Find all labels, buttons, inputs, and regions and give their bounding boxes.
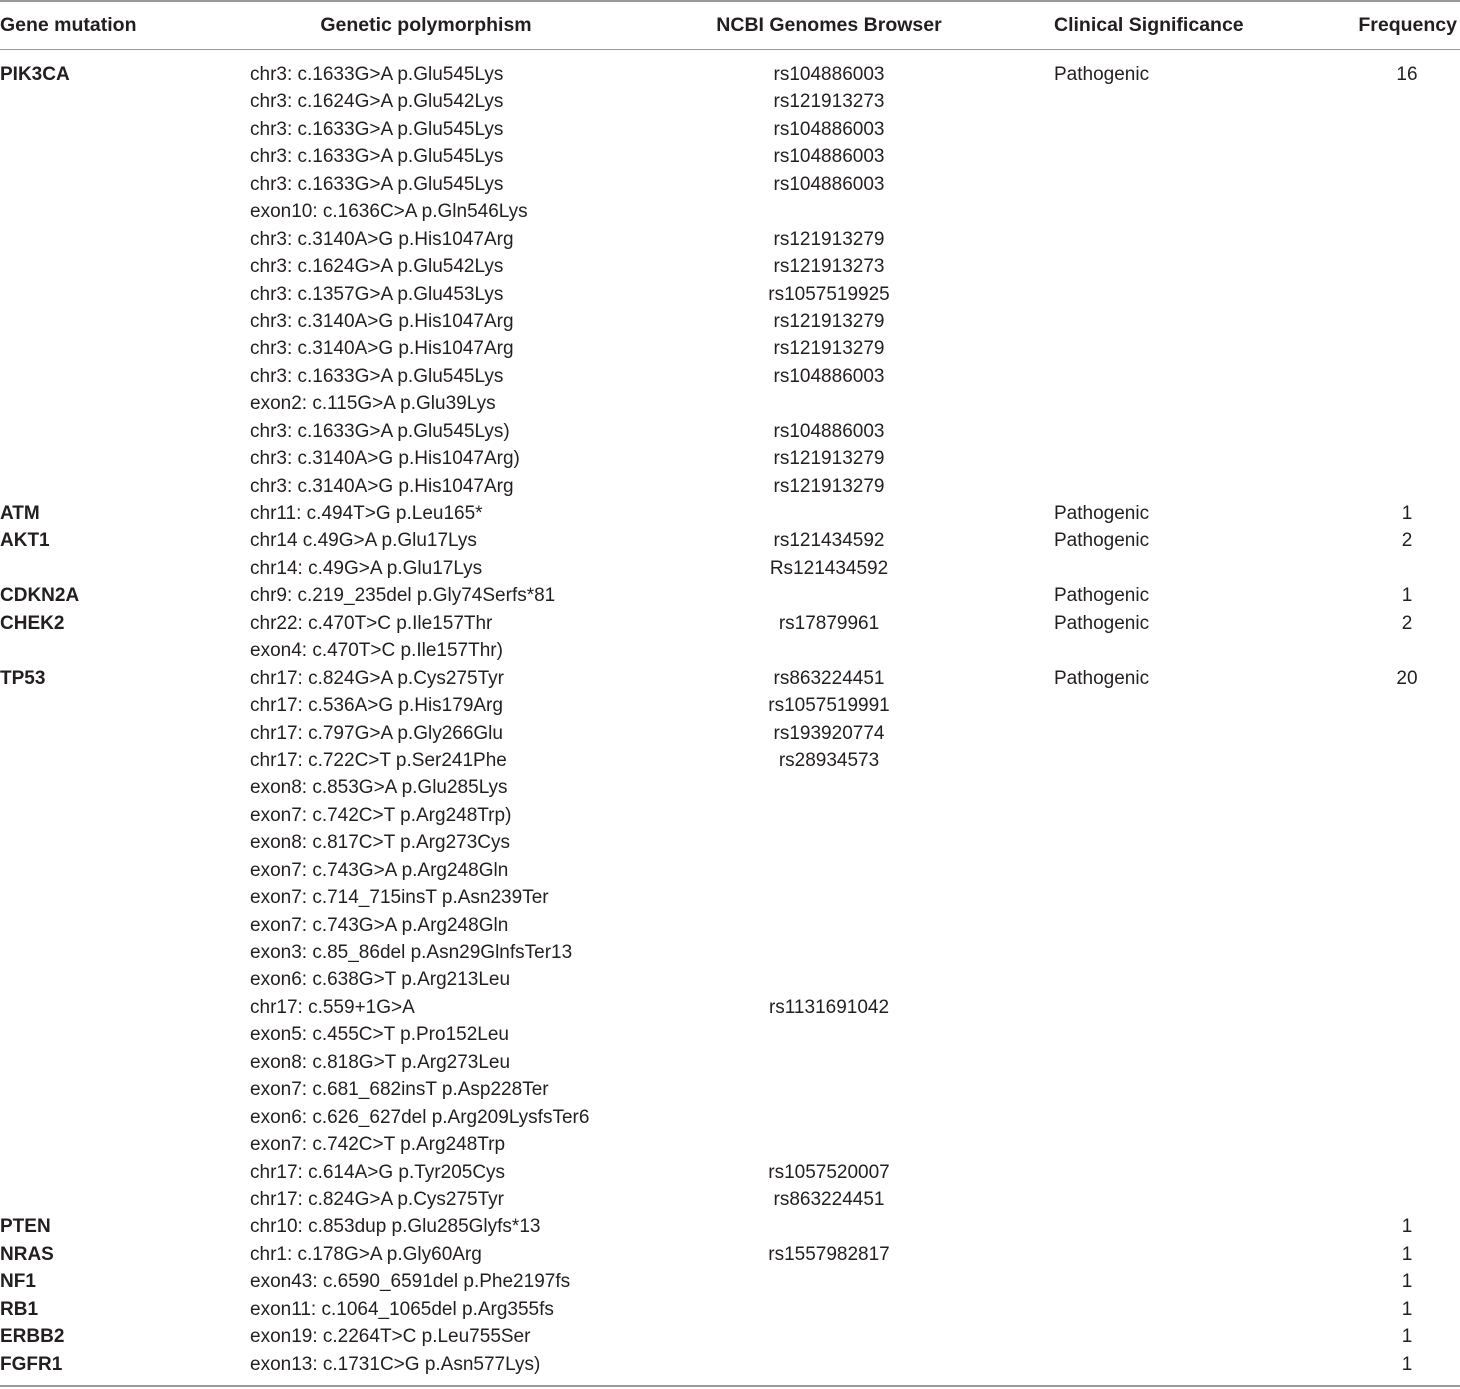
table-header-rule [0, 49, 1460, 50]
ncbi-id-cell: rs121913273 [773, 256, 885, 278]
genetic-polymorphism-cell: exon4: c.470T>C p.Ile157Thr) [250, 640, 503, 662]
table-row [0, 1213, 1460, 1240]
gene-mutation-cell: PIK3CA [0, 64, 70, 85]
table-row [0, 829, 1460, 856]
table-bottom-rule [0, 1385, 1460, 1387]
ncbi-id-cell: rs121913273 [773, 91, 885, 113]
table-row [0, 253, 1460, 280]
table-row [0, 610, 1460, 637]
ncbi-id-cell: rs1057519925 [768, 283, 890, 305]
table-row [0, 143, 1460, 170]
ncbi-id-cell: rs104886003 [773, 365, 885, 387]
table-row [0, 555, 1460, 582]
ncbi-id-cell: rs1057520007 [768, 1161, 890, 1183]
table-row [0, 308, 1460, 335]
table-row [0, 692, 1460, 719]
genetic-polymorphism-cell: exon8: c.817C>T p.Arg273Cys [250, 832, 510, 854]
header-frequency: Frequency [1358, 14, 1457, 36]
genetic-polymorphism-cell: exon43: c.6590_6591del p.Phe2197fs [250, 1271, 571, 1293]
table-row [0, 1076, 1460, 1103]
table-row [0, 281, 1460, 308]
genetic-polymorphism-cell: exon8: c.818G>T p.Arg273Leu [250, 1051, 511, 1073]
genetic-polymorphism-cell: exon19: c.2264T>C p.Leu755Ser [250, 1326, 531, 1348]
table-row [0, 171, 1460, 198]
clinical-significance-cell: Pathogenic [1054, 585, 1150, 607]
ncbi-id-cell: rs193920774 [773, 722, 885, 744]
frequency-cell: 2 [1401, 612, 1413, 634]
table-row [0, 1021, 1460, 1048]
ncbi-id-cell: rs863224451 [773, 667, 885, 689]
frequency-cell: 1 [1401, 1243, 1413, 1265]
ncbi-id-cell: rs104886003 [773, 146, 885, 168]
genetic-polymorphism-cell: chr3: c.3140A>G p.His1047Arg [250, 228, 514, 250]
ncbi-id-cell: rs1131691042 [768, 996, 890, 1018]
ncbi-id-cell: rs104886003 [773, 420, 885, 442]
table-row [0, 665, 1460, 692]
table-row [0, 1296, 1460, 1323]
table-row [0, 994, 1460, 1021]
table-row [0, 582, 1460, 609]
genetic-polymorphism-cell: chr3: c.1624G>A p.Glu542Lys [250, 91, 504, 113]
table-row [0, 198, 1460, 225]
genetic-polymorphism-cell: chr3: c.1633G>A p.Glu545Lys [250, 173, 504, 195]
table-row [0, 363, 1460, 390]
genetic-polymorphism-cell: exon8: c.853G>A p.Glu285Lys [250, 777, 508, 799]
gene-mutation-cell: AKT1 [0, 530, 50, 552]
genetic-polymorphism-cell: exon7: c.742C>T p.Arg248Trp) [250, 804, 512, 826]
gene-mutation-cell: ERBB2 [0, 1326, 65, 1348]
genetic-polymorphism-cell: chr3: c.1633G>A p.Glu545Lys [250, 64, 504, 85]
table-row [0, 418, 1460, 445]
genetic-polymorphism-cell: chr3: c.3140A>G p.His1047Arg [250, 310, 514, 332]
genetic-polymorphism-cell: chr17: c.614A>G p.Tyr205Cys [250, 1161, 506, 1183]
genetic-polymorphism-cell: chr17: c.722C>T p.Ser241Phe [250, 749, 507, 771]
table-row [0, 1323, 1460, 1350]
gene-mutation-cell: NRAS [0, 1243, 54, 1265]
frequency-cell: 1 [1401, 503, 1413, 524]
genetic-polymorphism-cell: chr9: c.219_235del p.Gly74Serfs*81 [250, 585, 556, 607]
genetic-polymorphism-cell: chr3: c.1633G>A p.Glu545Lys) [250, 420, 510, 442]
ncbi-id-cell: rs1057519991 [768, 695, 890, 717]
gene-mutation-cell: CDKN2A [0, 585, 80, 607]
ncbi-id-cell: rs121913279 [773, 338, 885, 360]
genetic-polymorphism-cell: chr1: c.178G>A p.Gly60Arg [250, 1243, 482, 1265]
table-row [0, 637, 1460, 664]
table-row [0, 88, 1460, 115]
genetic-polymorphism-cell: exon10: c.1636C>A p.Gln546Lys [250, 201, 528, 223]
genetic-polymorphism-cell: exon5: c.455C>T p.Pro152Leu [250, 1024, 509, 1046]
ncbi-id-cell: Rs121434592 [769, 557, 889, 579]
ncbi-id-cell: rs121913279 [773, 448, 885, 470]
table-body [0, 61, 1460, 1378]
table-row [0, 1268, 1460, 1295]
ncbi-id-cell: rs28934573 [778, 749, 880, 771]
ncbi-id-cell: rs1557982817 [768, 1243, 890, 1265]
genetic-polymorphism-cell: chr17: c.559+1G>A [250, 996, 415, 1018]
table-row [0, 116, 1460, 143]
genetic-polymorphism-cell: chr3: c.1624G>A p.Glu542Lys [250, 256, 504, 278]
genetic-polymorphism-cell: exon11: c.1064_1065del p.Arg355fs [250, 1298, 554, 1320]
table-row [0, 912, 1460, 939]
table-row [0, 884, 1460, 911]
genetic-polymorphism-cell: chr17: c.536A>G p.His179Arg [250, 695, 503, 717]
table-row [0, 1186, 1460, 1213]
ncbi-id-cell: rs104886003 [773, 64, 885, 85]
frequency-cell: 1 [1401, 1326, 1413, 1348]
genetic-polymorphism-cell: chr3: c.3140A>G p.His1047Arg [250, 338, 514, 360]
genetic-polymorphism-cell: chr3: c.1633G>A p.Glu545Lys [250, 146, 504, 168]
table-row [0, 857, 1460, 884]
ncbi-id-cell: rs121434592 [773, 530, 885, 552]
gene-mutation-cell: ATM [0, 503, 40, 524]
genetic-polymorphism-cell: exon7: c.714_715insT p.Asn239Ter [250, 887, 549, 909]
header-ncbi-genomes-browser: NCBI Genomes Browser [716, 14, 942, 36]
ncbi-id-cell: rs17879961 [778, 612, 880, 634]
header-gene-mutation: Gene mutation [0, 14, 137, 36]
table-row [0, 445, 1460, 472]
genetic-polymorphism-cell: chr17: c.824G>A p.Cys275Tyr [250, 1188, 504, 1210]
header-genetic-polymorphism: Genetic polymorphism [320, 14, 532, 36]
frequency-cell: 1 [1401, 1271, 1413, 1293]
clinical-significance-cell: Pathogenic [1054, 503, 1150, 524]
table-row [0, 1131, 1460, 1158]
genetic-polymorphism-cell: chr3: c.3140A>G p.His1047Arg) [250, 448, 520, 470]
gene-mutation-cell: NF1 [0, 1271, 36, 1293]
frequency-cell: 20 [1396, 667, 1418, 689]
gene-mutation-cell: PTEN [0, 1216, 51, 1238]
table-row [0, 1351, 1460, 1378]
frequency-cell: 16 [1396, 64, 1418, 85]
genetic-polymorphism-cell: chr14: c.49G>A p.Glu17Lys [250, 557, 483, 579]
clinical-significance-cell: Pathogenic [1054, 667, 1150, 689]
genetic-polymorphism-cell: chr3: c.1633G>A p.Glu545Lys [250, 365, 504, 387]
table-row [0, 1241, 1460, 1268]
ncbi-id-cell: rs121913279 [773, 310, 885, 332]
genetic-polymorphism-cell: chr3: c.3140A>G p.His1047Arg [250, 475, 514, 497]
table-row [0, 1159, 1460, 1186]
table-row [0, 335, 1460, 362]
genetic-polymorphism-cell: chr3: c.1633G>A p.Glu545Lys [250, 118, 504, 140]
genetic-polymorphism-cell: exon6: c.638G>T p.Arg213Leu [250, 969, 511, 991]
clinical-significance-cell: Pathogenic [1054, 530, 1150, 552]
gene-mutation-cell: FGFR1 [0, 1353, 63, 1375]
genetic-polymorphism-cell: chr17: c.797G>A p.Gly266Glu [250, 722, 503, 744]
genetic-polymorphism-cell: chr3: c.1357G>A p.Glu453Lys [250, 283, 504, 305]
table-row [0, 500, 1460, 527]
ncbi-id-cell: rs104886003 [773, 118, 885, 140]
ncbi-id-cell: rs863224451 [773, 1188, 885, 1210]
frequency-cell: 1 [1401, 585, 1413, 607]
frequency-cell: 2 [1401, 530, 1413, 552]
table-row [0, 226, 1460, 253]
table-row [0, 802, 1460, 829]
ncbi-id-cell: rs104886003 [773, 173, 885, 195]
genetic-polymorphism-cell: exon7: c.681_682insT p.Asp228Ter [250, 1079, 549, 1101]
table-row [0, 747, 1460, 774]
genetic-polymorphism-cell: exon6: c.626_627del p.Arg209LysfsTer6 [250, 1106, 590, 1128]
table-row [0, 61, 1460, 88]
genetic-polymorphism-cell: chr11: c.494T>G p.Leu165* [250, 503, 483, 524]
ncbi-id-cell: rs121913279 [773, 475, 885, 497]
table-row [0, 720, 1460, 747]
header-clinical-significance: Clinical Significance [1054, 14, 1244, 36]
genetic-polymorphism-cell: exon13: c.1731C>G p.Asn577Lys) [250, 1353, 541, 1375]
table-row [0, 1049, 1460, 1076]
genetic-polymorphism-cell: exon7: c.743G>A p.Arg248Gln [250, 859, 509, 881]
genetic-polymorphism-cell: exon3: c.85_86del p.Asn29GlnfsTer13 [250, 942, 573, 963]
gene-mutation-cell: CHEK2 [0, 612, 65, 634]
genetic-polymorphism-cell: exon7: c.742C>T p.Arg248Trp [250, 1134, 506, 1156]
frequency-cell: 1 [1401, 1216, 1413, 1238]
table-row [0, 939, 1460, 966]
genetic-polymorphism-cell: chr22: c.470T>C p.Ile157Thr [250, 612, 493, 634]
genetic-polymorphism-cell: chr14 c.49G>A p.Glu17Lys [250, 530, 477, 552]
gene-mutation-cell: RB1 [0, 1298, 39, 1320]
genetic-polymorphism-cell: chr17: c.824G>A p.Cys275Tyr [250, 667, 504, 689]
genetic-polymorphism-cell: exon2: c.115G>A p.Glu39Lys [250, 393, 496, 415]
clinical-significance-cell: Pathogenic [1054, 64, 1150, 85]
genetic-polymorphism-cell: chr10: c.853dup p.Glu285Glyfs*13 [250, 1216, 541, 1238]
table-row [0, 527, 1460, 554]
table-row [0, 1104, 1460, 1131]
clinical-significance-cell: Pathogenic [1054, 612, 1150, 634]
table-row [0, 774, 1460, 801]
table-row [0, 966, 1460, 993]
genetic-polymorphism-cell: exon7: c.743G>A p.Arg248Gln [250, 914, 509, 936]
table-row [0, 390, 1460, 417]
frequency-cell: 1 [1401, 1298, 1413, 1320]
frequency-cell: 1 [1401, 1353, 1413, 1375]
table-row [0, 473, 1460, 500]
gene-mutation-cell: TP53 [0, 667, 46, 689]
ncbi-id-cell: rs121913279 [773, 228, 885, 250]
